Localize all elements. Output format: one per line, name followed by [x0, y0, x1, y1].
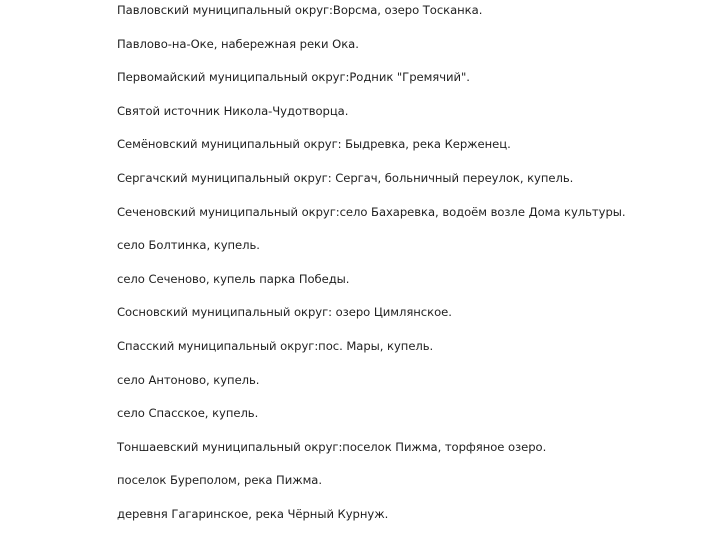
list-item: Сосновский муниципальный округ: озеро Цимлянское.: [117, 305, 452, 320]
list-item: Святой источник Никола-Чудотворца.: [117, 103, 349, 118]
list-item: село Сеченово, купель парка Победы.: [117, 271, 350, 286]
list-item: поселок Буреполом, река Пижма.: [117, 473, 322, 488]
list-item: Спасский муниципальный округ:пос. Мары, купель.: [117, 338, 434, 353]
locations-list: [117, 0, 697, 538]
list-item: Семёновский муниципальный округ: Быдревка, река Керженец.: [117, 137, 511, 152]
list-item: Сеченовский муниципальный округ:село Бахаревка, водоём возле Дома культуры.: [117, 204, 626, 219]
list-item: Павловский муниципальный округ:Ворсма, озеро Тосканка.: [117, 3, 483, 17]
list-item: Тоншаевский муниципальный округ:поселок Пижма, торфяное озеро.: [117, 439, 547, 454]
list-item: деревня Гагаринское, река Чёрный Курнуж.: [117, 506, 389, 521]
list-item: село Болтинка, купель.: [117, 238, 260, 253]
list-item: Павлово-на-Оке, набережная реки Ока.: [117, 36, 359, 51]
list-item: село Антоново, купель.: [117, 372, 260, 387]
list-item: Сергачский муниципальный округ: Сергач, больничный переулок, купель.: [117, 170, 574, 185]
list-item: Первомайский муниципальный округ:Родник "Гремячий".: [117, 70, 470, 85]
list-item: село Спасское, купель.: [117, 406, 259, 421]
